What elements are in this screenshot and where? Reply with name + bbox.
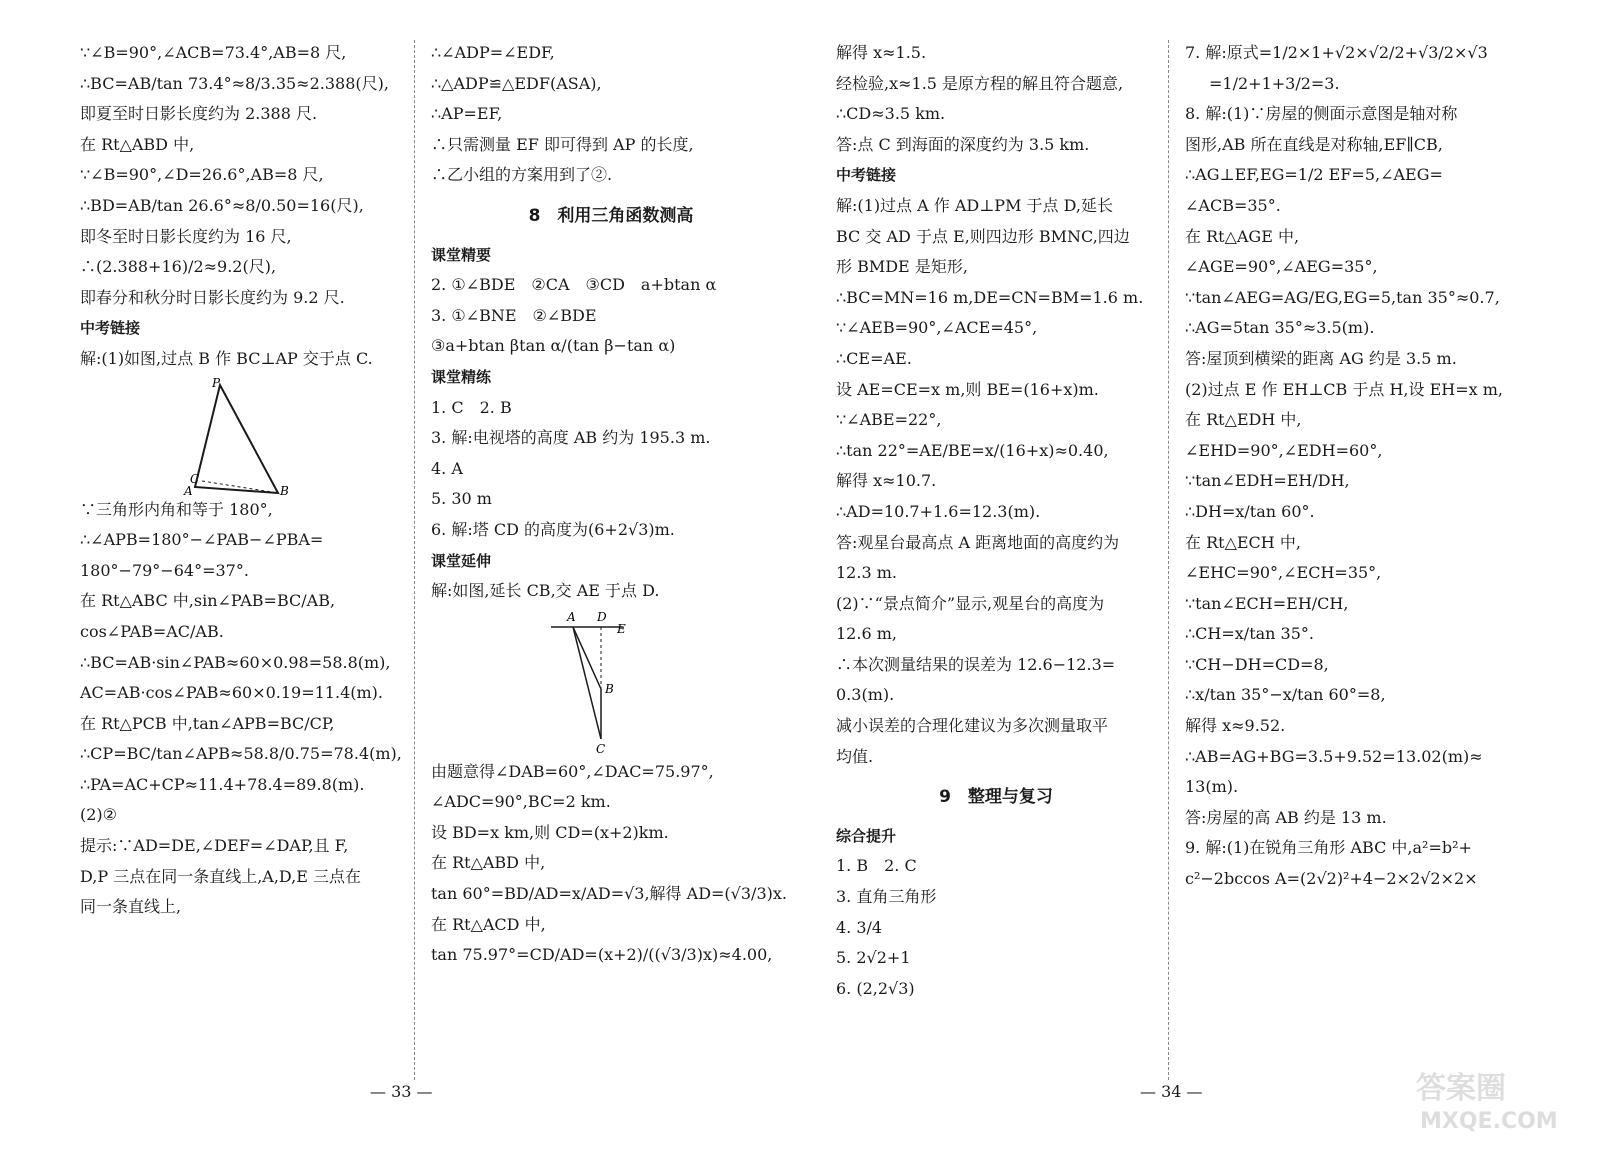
text-line: 在 Rt△ABD 中, [431, 853, 546, 873]
text-line: 设 BD=x km,则 CD=(x+2)km. [431, 822, 669, 842]
text-line: (2)∵“景点简介”显示,观星台的高度为 [836, 593, 1105, 613]
text-line: 180°−79°−64°=37°. [80, 560, 249, 580]
subheading: 课堂精要 [431, 245, 492, 264]
formula-line: ③a+btan βtan α/(tan β−tan α) [431, 336, 676, 356]
text-line: 8. 解:(1)∵房屋的侧面示意图是轴对称 [1185, 104, 1458, 124]
text-line: 在 Rt△ABC 中,sin∠PAB=BC/AB, [80, 591, 336, 611]
text-line: ∴乙小组的方案用到了②. [431, 165, 613, 185]
text-line: 提示:∵AD=DE,∠DEF=∠DAP,且 F, [80, 836, 349, 856]
text-line: ∴∠APB=180°−∠PAB−∠PBA= [80, 530, 324, 550]
text-line: 由题意得∠DAB=60°,∠DAC=75.97°, [431, 761, 714, 781]
section-title-9: 9 整理与复习 [939, 787, 1053, 808]
text-line: ∴∠ADP=∠EDF, [431, 43, 555, 62]
text-line: 解得 x≈1.5. [836, 43, 927, 62]
text-line: c²−2bccos A=(2√2)²+4−2×2√2×2× [1185, 869, 1478, 889]
text-line: 解:(1)过点 A 作 AD⊥PM 于点 D,延长 [836, 195, 1113, 215]
text-line: ∴△ADP≌△EDF(ASA), [431, 73, 602, 93]
text-line: 答:屋顶到横梁的距离 AG 约是 3.5 m. [1185, 348, 1457, 368]
text-line: ∵CH−DH=CD=8, [1185, 654, 1329, 674]
text-line: 经检验,x≈1.5 是原方程的解且符合题意, [836, 73, 1124, 93]
text-line: 12.3 m. [836, 563, 897, 583]
text-line: 13(m). [1185, 777, 1239, 797]
text-line: ∴CP=BC/tan∠APB≈58.8/0.75=78.4(m), [80, 744, 402, 764]
subheading: 综合提升 [836, 826, 897, 845]
text-line: ∵∠ABE=22°, [836, 410, 942, 430]
text-line: =1/2+1+3/2=3. [1209, 73, 1340, 93]
text-line: 在 Rt△ABD 中, [80, 134, 195, 154]
column-3 [836, 38, 1156, 1004]
text-line: 4. 3/4 [836, 917, 883, 937]
text-line: tan 60°=BD/AD=x/AD=√3,解得 AD=(√3/3)x. [431, 884, 787, 904]
watermark-logo [1410, 1064, 1560, 1136]
text-line: 均值. [836, 746, 874, 766]
text-line: ∴AG=5tan 35°≈3.5(m). [1185, 318, 1375, 338]
fig2-label-d: D [597, 609, 607, 624]
watermark-line1: 答案圈 [1416, 1071, 1506, 1106]
text-line: 在 Rt△ACD 中, [431, 914, 546, 934]
text-line: ∴tan 22°=AE/BE=x/(16+x)≈0.40, [836, 440, 1109, 460]
text-line: ∵∠B=90°,∠ACB=73.4°,AB=8 尺, [80, 43, 347, 62]
text-line: 在 Rt△ECH 中, [1185, 532, 1301, 552]
text-line: 在 Rt△PCB 中,tan∠APB=BC/CP, [80, 713, 335, 733]
text-line: ∴PA=AC+CP≈11.4+78.4=89.8(m). [80, 774, 365, 794]
fig1-label-p: P [212, 375, 221, 390]
text-line: 在 Rt△EDH 中, [1185, 410, 1302, 430]
fig1-label-b: B [280, 483, 289, 495]
text-line: ∴AG⊥EF,EG=1/2 EF=5,∠AEG= [1185, 165, 1443, 185]
text-line: ∴本次测量结果的误差为 12.6−12.3= [836, 654, 1116, 674]
text-line: ∵tan∠EDH=EH/DH, [1185, 471, 1350, 491]
text-line: 1. B 2. C [836, 856, 917, 876]
text-line: 12.6 m, [836, 624, 897, 644]
fig2-label-e: E [617, 621, 626, 636]
triangle-figure-pab [80, 375, 410, 495]
text-line: ∴CE=AE. [836, 348, 912, 368]
text-line: 解得 x≈10.7. [836, 471, 937, 491]
text-line: (2)过点 E 作 EH⊥CB 于点 H,设 EH=x m, [1185, 379, 1503, 399]
text-line: ∵tan∠ECH=EH/CH, [1185, 593, 1349, 613]
text-line: 设 AE=CE=x m,则 BE=(16+x)m. [836, 379, 1099, 399]
text-line: 9. 解:(1)在锐角三角形 ABC 中,a²=b²+ [1185, 838, 1472, 858]
text-line: AC=AB·cos∠PAB≈60×0.19=11.4(m). [80, 683, 383, 703]
tower-figure [431, 607, 791, 757]
text-line: ∴AB=AG+BG=3.5+9.52=13.02(m)≈ [1185, 746, 1483, 766]
text-line: ∠EHC=90°,∠ECH=35°, [1185, 563, 1382, 583]
text-line: ∴(2.388+16)/2≈9.2(尺), [80, 257, 277, 277]
text-line: (2)② [80, 805, 118, 825]
text-line: 0.3(m). [836, 685, 895, 705]
fig1-label-a: A [184, 483, 193, 495]
fig1-label-c: C [190, 471, 200, 486]
column-2 [431, 38, 791, 971]
text-line: ∴BD=AB/tan 26.6°≈8/0.50=16(尺), [80, 195, 364, 215]
text-line: 同一条直线上, [80, 897, 182, 917]
text-line: 即夏至时日影长度约为 2.388 尺. [80, 104, 318, 124]
text-line: ∵∠AEB=90°,∠ACE=45°, [836, 318, 1038, 338]
text-line: ∠AGE=90°,∠AEG=35°, [1185, 257, 1378, 277]
text-line: 7. 解:原式=1/2×1+√2×√2/2+√3/2×√3 [1185, 43, 1488, 62]
watermark-line2: MXQE.COM [1420, 1109, 1558, 1134]
column-4 [1185, 38, 1560, 895]
text-line: BC 交 AD 于点 E,则四边形 BMNC,四边 [836, 226, 1130, 246]
column-divider [414, 40, 415, 1080]
subheading: 中考链接 [836, 166, 897, 185]
section-title-8: 8 利用三角函数测高 [528, 205, 694, 226]
subheading: 课堂精练 [431, 367, 492, 386]
text-line: 解:(1)如图,过点 B 作 BC⊥AP 交于点 C. [80, 348, 373, 368]
subheading: 中考链接 [80, 319, 141, 338]
text-line: ∴x/tan 35°−x/tan 60°=8, [1185, 685, 1386, 705]
text-line: 答:点 C 到海面的深度约为 3.5 km. [836, 134, 1090, 154]
text-line: 6. 解:塔 CD 的高度为(6+2√3)m. [431, 519, 675, 539]
fig2-label-b: B [605, 681, 614, 696]
text-line: 答:观星台最高点 A 距离地面的高度约为 [836, 532, 1120, 552]
page-number-right: — 34 — [1140, 1082, 1203, 1101]
fig2-label-a: A [567, 609, 576, 624]
text-line: ∠ADC=90°,BC=2 km. [431, 792, 611, 812]
text-line: 减小误差的合理化建议为多次测量取平 [836, 716, 1109, 736]
column-divider [1168, 40, 1169, 1080]
text-line: 在 Rt△AGE 中, [1185, 226, 1300, 246]
text-line: ∴BC=AB/tan 73.4°≈8/3.35≈2.388(尺), [80, 73, 389, 93]
text-line: ∴BC=AB·sin∠PAB≈60×0.98=58.8(m), [80, 652, 391, 672]
text-line: ∠ACB=35°. [1185, 195, 1281, 215]
text-line: 解得 x≈9.52. [1185, 716, 1286, 736]
text-line: 答:房屋的高 AB 约是 13 m. [1185, 807, 1387, 827]
text-line: ∵∠B=90°,∠D=26.6°,AB=8 尺, [80, 165, 324, 185]
text-line: 1. C 2. B [431, 397, 512, 417]
text-line: cos∠PAB=AC/AB. [80, 621, 224, 641]
text-line: 6. (2,2√3) [836, 978, 915, 998]
text-line: 解:如图,延长 CB,交 AE 于点 D. [431, 581, 660, 601]
text-line: ∴BC=MN=16 m,DE=CN=BM=1.6 m. [836, 287, 1144, 307]
text-line: 3. ①∠BNE ②∠BDE [431, 305, 597, 325]
page-number-left: — 33 — [370, 1082, 433, 1101]
text-line: 形 BMDE 是矩形, [836, 257, 968, 277]
subheading: 课堂延伸 [431, 551, 492, 570]
text-line: 5. 2√2+1 [836, 948, 911, 968]
text-line: ∴CH=x/tan 35°. [1185, 624, 1314, 644]
text-line: 即春分和秋分时日影长度约为 9.2 尺. [80, 287, 345, 307]
text-line: ∵tan∠AEG=AG/EG,EG=5,tan 35°≈0.7, [1185, 287, 1500, 307]
text-line: ∴只需测量 EF 即可得到 AP 的长度, [431, 134, 694, 154]
column-1 [80, 38, 410, 923]
text-line: ∴AD=10.7+1.6=12.3(m). [836, 501, 1041, 521]
text-line: ∠EHD=90°,∠EDH=60°, [1185, 440, 1383, 460]
text-line: 图形,AB 所在直线是对称轴,EF∥CB, [1185, 134, 1443, 154]
text-line: tan 75.97°=CD/AD=(x+2)/((√3/3)x)≈4.00, [431, 945, 773, 965]
text-line: 3. 解:电视塔的高度 AB 约为 195.3 m. [431, 428, 711, 448]
text-line: 2. ①∠BDE ②CA ③CD a+btan α [431, 275, 717, 295]
text-line: ∴CD≈3.5 km. [836, 104, 946, 124]
text-line: D,P 三点在同一条直线上,A,D,E 三点在 [80, 866, 362, 886]
text-line: 即冬至时日影长度约为 16 尺, [80, 226, 292, 246]
text-line: ∴DH=x/tan 60°. [1185, 501, 1315, 521]
text-line: 5. 30 m [431, 489, 492, 509]
text-line: 4. A [431, 458, 463, 478]
text-line: 3. 直角三角形 [836, 887, 937, 907]
fig2-label-c: C [596, 741, 606, 756]
text-line: ∵三角形内角和等于 180°, [80, 499, 273, 519]
text-line: ∴AP=EF, [431, 104, 503, 124]
